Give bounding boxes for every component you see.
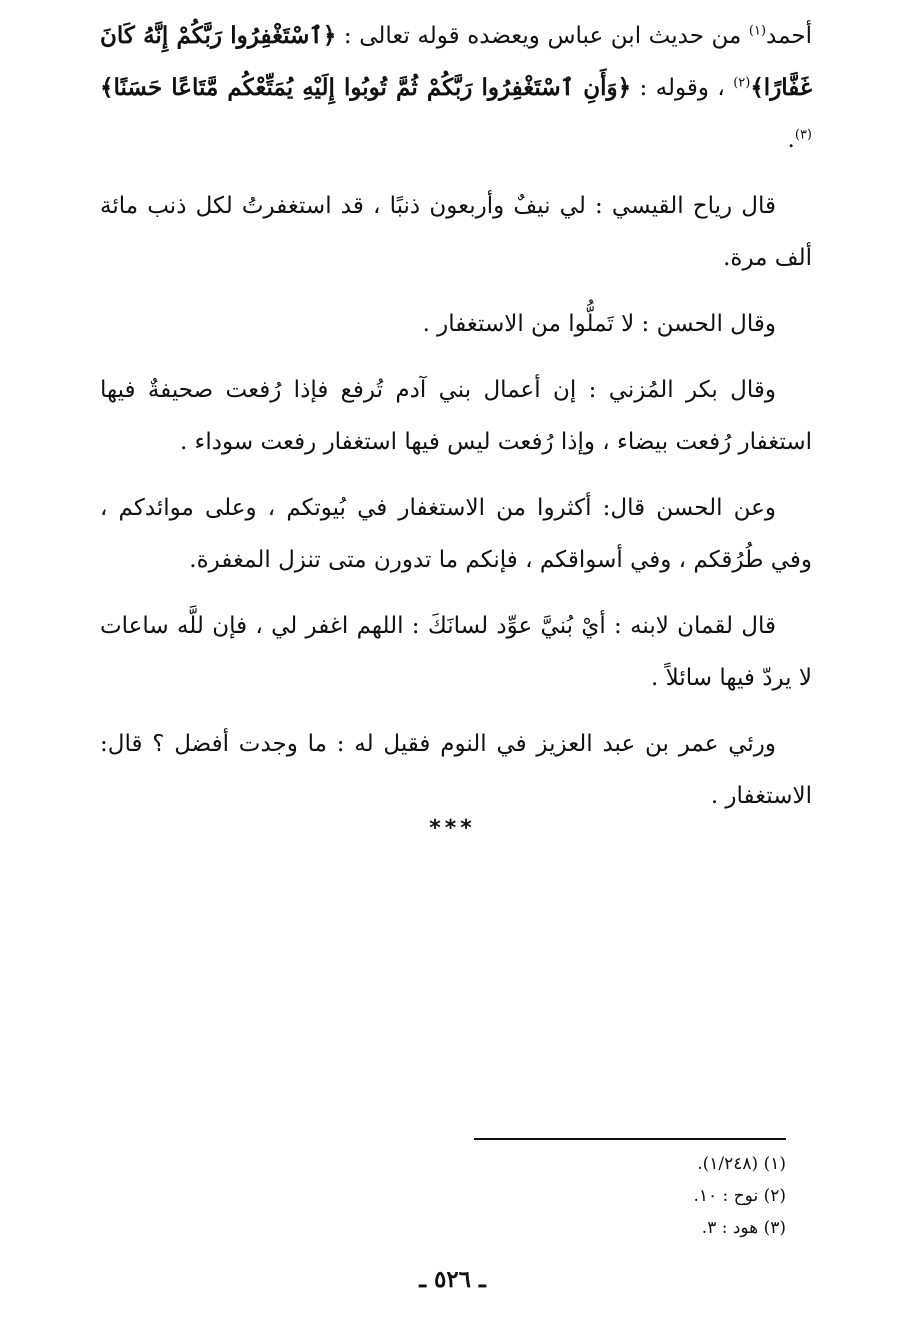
paragraph-luqman: قال لقمان لابنه : أيْ بُنيَّ عوِّد لسانَكَ : اللهم اغفر لي ، فإن للَّه ساعات لا يردّ فيها سائلاً . [100, 613, 812, 691]
footnote-ref-1: (١) [748, 23, 767, 39]
footnote-ref-3: (٣) [794, 127, 812, 143]
footnote-divider [474, 1138, 786, 1140]
section-separator: *** [429, 816, 476, 841]
paragraph-umar-bin-abdulaziz: ورئي عمر بن عبد العزيز في النوم فقيل له : ما وجدت أفضل ؟ قال: الاستغفار . [100, 731, 812, 809]
text-period: . [787, 127, 795, 153]
paragraph-bakr-al-muzani: وقال بكر المُزني : إن أعمال بني آدم تُرفع فإذا رُفعت صحيفةٌ فيها استغفار رُفعت بيضاء ، وإذا رُفعت ليس فيها استغفار رفعت سوداء . [100, 377, 812, 455]
footnote-2: (٢) نوح : ١٠. [693, 1186, 786, 1206]
paragraph-riyah-al-qaysi: قال رياح القيسي : لي نيفٌ وأربعون ذنبًا ، قد استغفرتُ لكل ذنب مائة ألف مرة. [100, 193, 812, 271]
footnote-1: (١) (١/٢٤٨). [697, 1154, 786, 1174]
paragraph-al-hasan-homes: وعن الحسن قال: أكثروا من الاستغفار في بُيوتكم ، وعلى موائدكم ، وفي طُرُقكم ، وفي أسواقكم ، فإنكم ما تدورن متى تنزل المغفرة. [100, 495, 812, 573]
footnote-ref-2: (٢) [733, 75, 751, 91]
paragraph-quran-verses [100, 10, 812, 166]
main-text [100, 10, 812, 836]
text-and-his-saying: ، وقوله : [631, 75, 734, 101]
page-number: ـ ٥٢٦ ـ [419, 1266, 486, 1293]
paragraph-al-hasan: وقال الحسن : لا تَملُّوا من الاستغفار . [422, 311, 776, 337]
footnote-3: (٣) هود : ٣. [701, 1218, 786, 1238]
text-hadith-intro: من حديث ابن عباس ويعضده قوله تعالى : [336, 23, 749, 49]
footnotes [440, 1148, 786, 1244]
quran-verse-hud: ﴿وَأَنِ ٱسْتَغْفِرُوا رَبَّكُمْ ثُمَّ تُوبُوا إِلَيْهِ يُمَتِّعْكُم مَّتَاعًا حَسَنًا﴾ [100, 74, 632, 101]
text-ahmad: أحمد [766, 23, 812, 49]
quran-verse-nuh: ﴿ٱسْتَغْفِرُوا رَبَّكُمْ إِنَّهُ كَانَ غَفَّارًا﴾ [100, 22, 812, 101]
